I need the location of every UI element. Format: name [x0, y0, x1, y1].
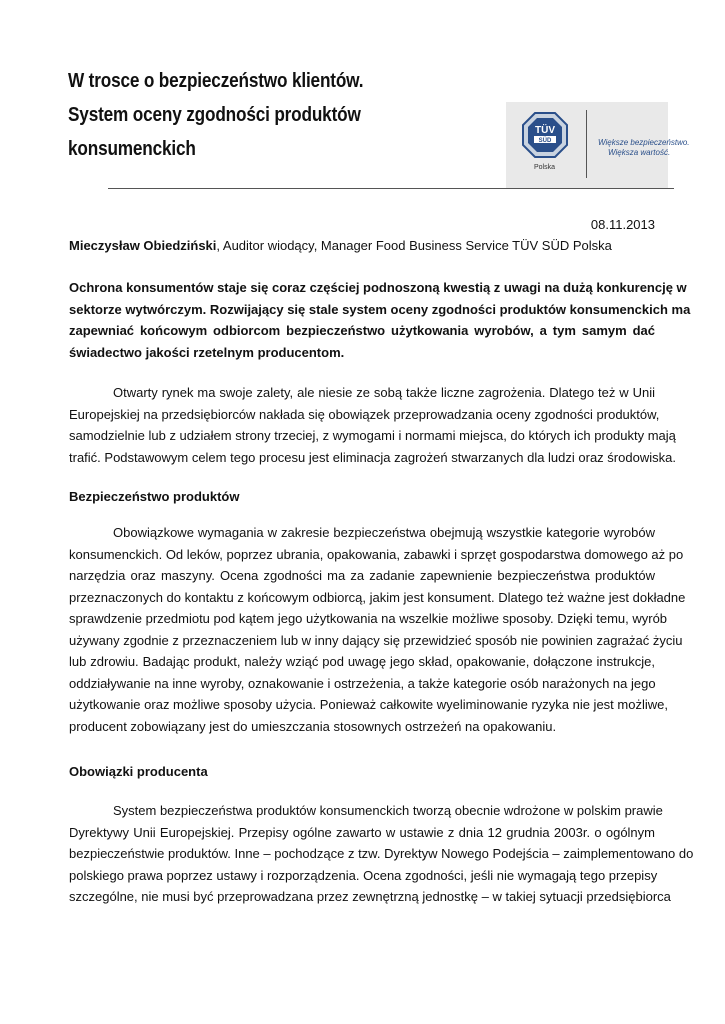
body-line: Dyrektywy Unii Europejskiej. Przepisy ogólne zawarto w ustawie z dnia 12 grudnia 2003r. o ogólnym [69, 824, 655, 840]
title-line-3: konsumenckich [68, 138, 196, 160]
lead-line: sektorze wytwórczym. Rozwijający się stale system oceny zgodności produktów konsumenckich ma [69, 301, 691, 317]
lead-paragraph [69, 277, 691, 363]
author-line [69, 238, 612, 253]
logo-slogan-line-1: Większe bezpieczeństwo. [598, 138, 690, 147]
body-line: szczególne, nie musi być przeprowadzana przez zewnętrzną jednostkę – w takiej sytuacji przedsiębiorca [69, 889, 671, 904]
lead-line: świadectwo jakości rzetelnym producentom. [69, 344, 345, 360]
title-line-2: System oceny zgodności produktów [68, 104, 361, 126]
body-line: System bezpieczeństwa produktów konsumenckich tworzą obecnie wdrożone w polskim prawie [113, 803, 663, 818]
body-line: Obowiązkowe wymagania w zakresie bezpieczeństwa obejmują wszystkie kategorie wyrobów [113, 525, 655, 540]
intro-line: samodzielnie lub z udziałem strony trzeciej, z wymogami i normami miejsca, do których ich produkty mają [69, 428, 676, 443]
body-line: konsumenckich. Od leków, poprzez ubrania, opakowania, zabawki i sprzęt gospodarstwa domowego aż po [69, 546, 684, 562]
logo-slogan-line-2: Większa wartość. [608, 148, 671, 157]
header-divider [108, 188, 674, 189]
document-title [68, 64, 429, 166]
tuv-octagon-icon [522, 112, 568, 158]
tuv-sud-logo [506, 102, 690, 188]
author-role: , Auditor wiodący, Manager Food Business Service TÜV SÜD Polska [216, 238, 612, 253]
lead-line: zapewniać końcowym odbiorcom bezpieczeństwo użytkowania wyrobów, a tym samym dać [69, 323, 655, 338]
intro-paragraph [69, 382, 676, 468]
body-line: narzędzia oraz maszyny. Ocena zgodności ma za zadanie zapewnienie bezpieczeństwa produktów [69, 568, 655, 583]
section-heading-product-safety: Bezpieczeństwo produktów [69, 489, 240, 504]
body-line: używany zgodnie z przeznaczeniem lub w inny dający się przewidzieć sposób nie powinien zagrażać życiu [69, 632, 683, 648]
product-safety-paragraph [69, 522, 686, 737]
logo-sub: SÜD [538, 138, 552, 144]
title-line-1: W trosce o bezpieczeństwo klientów. [68, 70, 364, 92]
logo-divider [586, 110, 587, 178]
section-heading-producer-duties: Obowiązki producenta [69, 764, 208, 779]
intro-line: trafić. Podstawowym celem tego procesu jest eliminacja zagrożeń stwarzanych dla ludzi oraz środowiska. [69, 449, 676, 465]
body-line: producent zobowiązany jest do umieszczania stosownych ostrzeżeń na opakowaniu. [69, 718, 557, 734]
body-line: oddziaływanie na inne wyroby, oznakowanie i ostrzeżenia, a także kategorie osób narażonych na jego [69, 675, 656, 691]
intro-line: Europejskiej na przedsiębiorców nakłada się obowiązek przeprowadzania oceny zgodności produktów, [69, 406, 660, 422]
author-name: Mieczysław Obiedziński [69, 238, 217, 253]
body-line: przeznaczonych do kontaktu z końcowym odbiorcą, jakim jest konsument. Dlatego też ważne jest dokładne [69, 589, 686, 605]
intro-line: Otwarty rynek ma swoje zalety, ale niesie ze sobą także liczne zagrożenia. Dlatego też w Unii [113, 385, 655, 400]
logo-city: Polska [534, 164, 556, 171]
body-line: lub zdrowiu. Badając produkt, należy wziąć pod uwagę jego skład, opakowanie, dołączone instrukcje, [69, 654, 655, 669]
body-line: polskiego prawa poprzez ustawy i rozporządzenia. Ocena zgodności, jeśli nie wymagają tego przepisy [69, 867, 658, 883]
producer-duties-paragraph [69, 800, 694, 908]
body-line: użytkowanie oraz możliwe sposoby użycia. Ponieważ całkowite wyeliminowanie ryzyka nie jest możliwe, [69, 697, 668, 712]
logo-brand: TÜV [535, 125, 555, 136]
body-line: sprawdzenie przedmiotu pod kątem jego użytkowania na wszelkie możliwe sposoby. Dzięki temu, wyrób [69, 611, 668, 626]
lead-line: Ochrona konsumentów staje się coraz częściej podnoszoną kwestią z uwagi na dużą konkurencję w [69, 280, 687, 295]
body-line: bezpieczeństwie produktów. Inne – pochodzące z tzw. Dyrektyw Nowego Podejścia – zaimplementowano do [69, 846, 694, 861]
document-date: 08.11.2013 [590, 217, 655, 232]
